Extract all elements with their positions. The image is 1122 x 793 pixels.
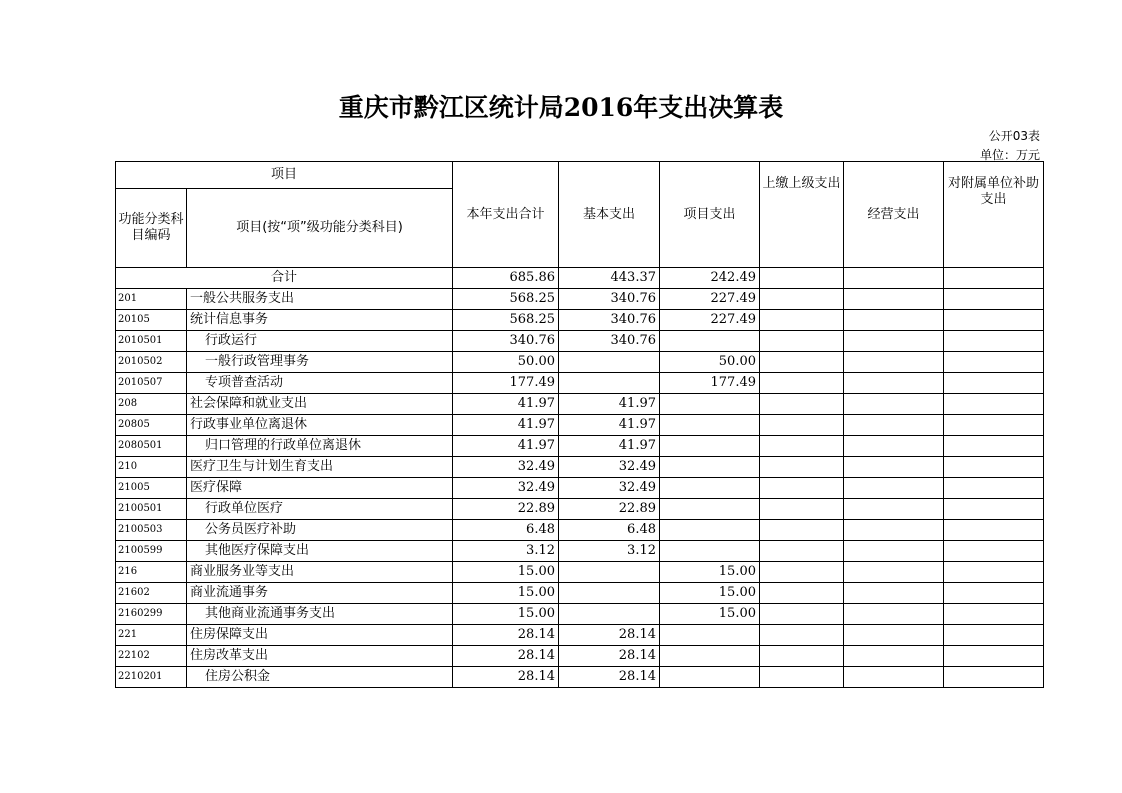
code-cell: 2010507	[116, 373, 187, 394]
project-value: 242.49	[660, 268, 760, 289]
upper-value	[760, 268, 844, 289]
item-name-cell: 统计信息事务	[187, 310, 453, 331]
subsidy-cell	[944, 478, 1044, 499]
total-cell: 15.00	[453, 604, 559, 625]
table-row	[116, 457, 1044, 478]
table-row	[116, 289, 1044, 310]
subsidy-cell	[944, 436, 1044, 457]
basic-cell: 41.97	[559, 394, 660, 415]
upper-cell	[760, 331, 844, 352]
item-name-cell: 行政运行	[187, 331, 453, 352]
item-header: 项目(按“项”级功能分类科目)	[187, 189, 453, 268]
business-cell	[844, 625, 944, 646]
total-cell: 340.76	[453, 331, 559, 352]
subsidy-cell	[944, 289, 1044, 310]
project-cell	[660, 394, 760, 415]
item-name-cell: 其他医疗保障支出	[187, 541, 453, 562]
business-cell	[844, 667, 944, 688]
code-cell: 2100501	[116, 499, 187, 520]
code-cell: 2210201	[116, 667, 187, 688]
subsidy-value	[944, 268, 1044, 289]
basic-cell: 340.76	[559, 289, 660, 310]
subsidy-cell	[944, 667, 1044, 688]
item-name-cell: 医疗卫生与计划生育支出	[187, 457, 453, 478]
basic-header: 基本支出	[559, 162, 660, 268]
code-cell: 2010502	[116, 352, 187, 373]
total-cell: 41.97	[453, 436, 559, 457]
table-row	[116, 394, 1044, 415]
table-row	[116, 499, 1044, 520]
business-cell	[844, 289, 944, 310]
item-name-cell: 社会保障和就业支出	[187, 394, 453, 415]
table-row	[116, 478, 1044, 499]
basic-cell: 32.49	[559, 457, 660, 478]
total-cell: 3.12	[453, 541, 559, 562]
total-cell: 28.14	[453, 646, 559, 667]
expenditure-table	[115, 161, 1044, 688]
business-header: 经营支出	[844, 162, 944, 268]
subsidy-cell	[944, 646, 1044, 667]
upper-cell	[760, 415, 844, 436]
business-cell	[844, 373, 944, 394]
project-header: 项目支出	[660, 162, 760, 268]
total-label: 合计	[116, 268, 453, 289]
subsidy-cell	[944, 415, 1044, 436]
item-name-cell: 住房改革支出	[187, 646, 453, 667]
upper-cell	[760, 667, 844, 688]
unit-label: 单位：万元	[979, 148, 1040, 162]
subsidy-header: 对附属单位补助支出	[944, 162, 1044, 268]
total-header: 本年支出合计	[453, 162, 559, 268]
code-cell: 20105	[116, 310, 187, 331]
item-name-cell: 一般公共服务支出	[187, 289, 453, 310]
basic-cell: 3.12	[559, 541, 660, 562]
code-header: 功能分类科目编码	[116, 189, 187, 268]
business-cell	[844, 583, 944, 604]
table-row	[116, 667, 1044, 688]
basic-cell: 22.89	[559, 499, 660, 520]
basic-cell: 6.48	[559, 520, 660, 541]
total-cell: 22.89	[453, 499, 559, 520]
basic-cell: 340.76	[559, 310, 660, 331]
upper-cell	[760, 625, 844, 646]
basic-cell: 28.14	[559, 646, 660, 667]
project-cell: 15.00	[660, 604, 760, 625]
code-cell: 216	[116, 562, 187, 583]
project-cell	[660, 667, 760, 688]
table-row	[116, 352, 1044, 373]
project-cell	[660, 415, 760, 436]
table-row	[116, 415, 1044, 436]
table-row	[116, 646, 1044, 667]
total-cell: 32.49	[453, 478, 559, 499]
business-cell	[844, 457, 944, 478]
subsidy-cell	[944, 352, 1044, 373]
business-cell	[844, 436, 944, 457]
item-name-cell: 行政事业单位离退休	[187, 415, 453, 436]
business-cell	[844, 478, 944, 499]
subsidy-cell	[944, 562, 1044, 583]
total-cell: 50.00	[453, 352, 559, 373]
basic-cell: 28.14	[559, 625, 660, 646]
code-cell: 20805	[116, 415, 187, 436]
total-cell: 6.48	[453, 520, 559, 541]
table-row	[116, 541, 1044, 562]
form-number: 公开03表	[988, 129, 1040, 143]
project-cell	[660, 499, 760, 520]
business-cell	[844, 310, 944, 331]
table-row	[116, 310, 1044, 331]
project-cell: 177.49	[660, 373, 760, 394]
item-name-cell: 其他商业流通事务支出	[187, 604, 453, 625]
business-cell	[844, 541, 944, 562]
item-name-cell: 住房保障支出	[187, 625, 453, 646]
item-name-cell: 住房公积金	[187, 667, 453, 688]
table-body	[116, 268, 1044, 688]
total-cell: 568.25	[453, 289, 559, 310]
table-row	[116, 331, 1044, 352]
business-cell	[844, 520, 944, 541]
upper-cell	[760, 310, 844, 331]
upper-cell	[760, 604, 844, 625]
code-cell: 210	[116, 457, 187, 478]
code-cell: 2100503	[116, 520, 187, 541]
upper-cell	[760, 352, 844, 373]
basic-cell: 28.14	[559, 667, 660, 688]
table-row	[116, 436, 1044, 457]
project-cell: 15.00	[660, 562, 760, 583]
business-cell	[844, 415, 944, 436]
project-cell	[660, 646, 760, 667]
total-cell: 32.49	[453, 457, 559, 478]
project-cell	[660, 436, 760, 457]
item-name-cell: 专项普查活动	[187, 373, 453, 394]
basic-cell: 41.97	[559, 436, 660, 457]
code-cell: 208	[116, 394, 187, 415]
item-name-cell: 一般行政管理事务	[187, 352, 453, 373]
upper-cell	[760, 436, 844, 457]
project-cell	[660, 331, 760, 352]
basic-cell	[559, 352, 660, 373]
project-cell	[660, 541, 760, 562]
upper-header: 上缴上级支出	[760, 162, 844, 268]
subsidy-cell	[944, 331, 1044, 352]
business-cell	[844, 499, 944, 520]
basic-cell: 32.49	[559, 478, 660, 499]
business-cell	[844, 646, 944, 667]
subsidy-cell	[944, 310, 1044, 331]
subsidy-cell	[944, 520, 1044, 541]
business-cell	[844, 352, 944, 373]
code-cell: 2010501	[116, 331, 187, 352]
subsidy-cell	[944, 625, 1044, 646]
total-cell: 15.00	[453, 562, 559, 583]
code-cell: 21005	[116, 478, 187, 499]
upper-cell	[760, 289, 844, 310]
total-cell: 41.97	[453, 415, 559, 436]
basic-cell	[559, 583, 660, 604]
table-row	[116, 520, 1044, 541]
table-row	[116, 625, 1044, 646]
basic-cell	[559, 604, 660, 625]
total-cell: 41.97	[453, 394, 559, 415]
project-cell: 227.49	[660, 289, 760, 310]
business-value	[844, 268, 944, 289]
project-cell: 15.00	[660, 583, 760, 604]
upper-cell	[760, 394, 844, 415]
code-cell: 21602	[116, 583, 187, 604]
item-name-cell: 商业流通事务	[187, 583, 453, 604]
business-cell	[844, 604, 944, 625]
item-name-cell: 行政单位医疗	[187, 499, 453, 520]
code-cell: 201	[116, 289, 187, 310]
basic-cell: 41.97	[559, 415, 660, 436]
table-row	[116, 583, 1044, 604]
upper-cell	[760, 646, 844, 667]
basic-cell: 340.76	[559, 331, 660, 352]
table-row	[116, 604, 1044, 625]
total-value: 685.86	[453, 268, 559, 289]
upper-cell	[760, 457, 844, 478]
item-name-cell: 商业服务业等支出	[187, 562, 453, 583]
total-cell: 15.00	[453, 583, 559, 604]
item-name-cell: 公务员医疗补助	[187, 520, 453, 541]
project-cell: 50.00	[660, 352, 760, 373]
basic-cell	[559, 373, 660, 394]
code-cell: 221	[116, 625, 187, 646]
upper-cell	[760, 520, 844, 541]
subsidy-cell	[944, 373, 1044, 394]
subsidy-cell	[944, 394, 1044, 415]
project-cell	[660, 457, 760, 478]
total-cell: 28.14	[453, 667, 559, 688]
code-cell: 2080501	[116, 436, 187, 457]
code-cell: 22102	[116, 646, 187, 667]
project-cell	[660, 625, 760, 646]
upper-cell	[760, 373, 844, 394]
item-name-cell: 医疗保障	[187, 478, 453, 499]
subsidy-cell	[944, 541, 1044, 562]
subsidy-cell	[944, 604, 1044, 625]
total-row	[116, 268, 1044, 289]
total-cell: 28.14	[453, 625, 559, 646]
upper-cell	[760, 478, 844, 499]
upper-cell	[760, 499, 844, 520]
upper-cell	[760, 583, 844, 604]
basic-cell	[559, 562, 660, 583]
project-cell: 227.49	[660, 310, 760, 331]
subsidy-cell	[944, 583, 1044, 604]
project-cell	[660, 520, 760, 541]
item-name-cell: 归口管理的行政单位离退休	[187, 436, 453, 457]
page-title: 重庆市黔江区统计局2016年支出决算表	[338, 93, 784, 122]
table-row	[116, 562, 1044, 583]
business-cell	[844, 562, 944, 583]
business-cell	[844, 394, 944, 415]
business-cell	[844, 331, 944, 352]
code-cell: 2160299	[116, 604, 187, 625]
project-group-header: 项目	[116, 162, 453, 189]
upper-cell	[760, 541, 844, 562]
upper-cell	[760, 562, 844, 583]
total-cell: 568.25	[453, 310, 559, 331]
code-cell: 2100599	[116, 541, 187, 562]
table-row	[116, 373, 1044, 394]
basic-value: 443.37	[559, 268, 660, 289]
subsidy-cell	[944, 457, 1044, 478]
project-cell	[660, 478, 760, 499]
total-cell: 177.49	[453, 373, 559, 394]
subsidy-cell	[944, 499, 1044, 520]
